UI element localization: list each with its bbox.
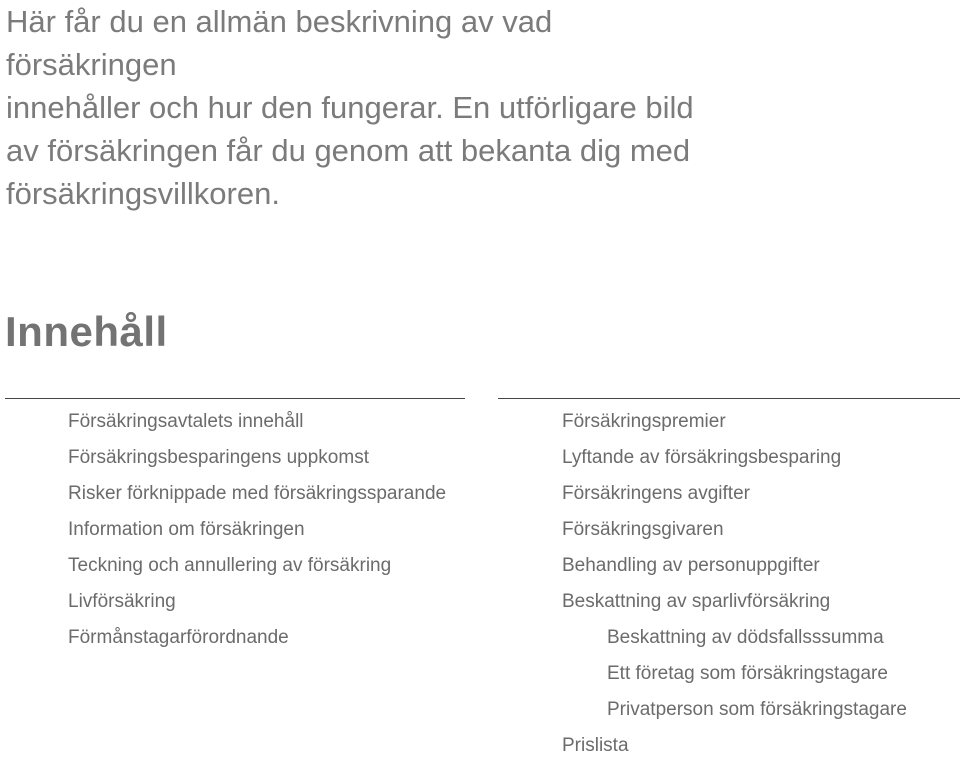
toc-item: Prislista [562,735,629,756]
toc-item: Försäkringsavtalets innehåll [68,411,304,432]
contents-heading: Innehåll [5,308,168,355]
intro-line: av försäkringen får du genom att bekanta dig med [6,133,691,168]
toc-item: Lyftande av försäkringsbesparing [562,447,842,468]
toc-left-column [68,404,446,656]
toc-item: Livförsäkring [68,591,176,612]
toc-item: Teckning och annullering av försäkring [68,555,392,576]
intro-paragraph [6,0,726,215]
intro-line: försäkringsvillkoren. [6,176,280,211]
toc-item: Behandling av personuppgifter [562,555,820,576]
intro-line: Här får du en allmän beskrivning av vad försäkringen [6,4,553,82]
toc-item: Försäkringspremier [562,411,726,432]
toc-subitem: Privatperson som försäkringstagare [607,699,907,720]
toc-item: Information om försäkringen [68,519,305,540]
toc-item: Försäkringsbesparingens uppkomst [68,447,369,468]
divider-left [5,398,465,399]
toc-subitem: Ett företag som försäkringstagare [607,663,888,684]
toc-item: Risker förknippade med försäkringssparande [68,483,447,504]
toc-item: Förmånstagarförordnande [68,627,289,648]
toc-item: Försäkringens avgifter [562,483,750,504]
toc-subitem: Beskattning av dödsfallsssumma [607,627,884,648]
toc-item: Försäkringsgivaren [562,519,724,540]
divider-right [498,398,960,399]
toc-right-column [562,404,907,764]
intro-line: innehåller och hur den fungerar. En utförligare bild [6,90,694,125]
toc-item: Beskattning av sparlivförsäkring [562,591,831,612]
